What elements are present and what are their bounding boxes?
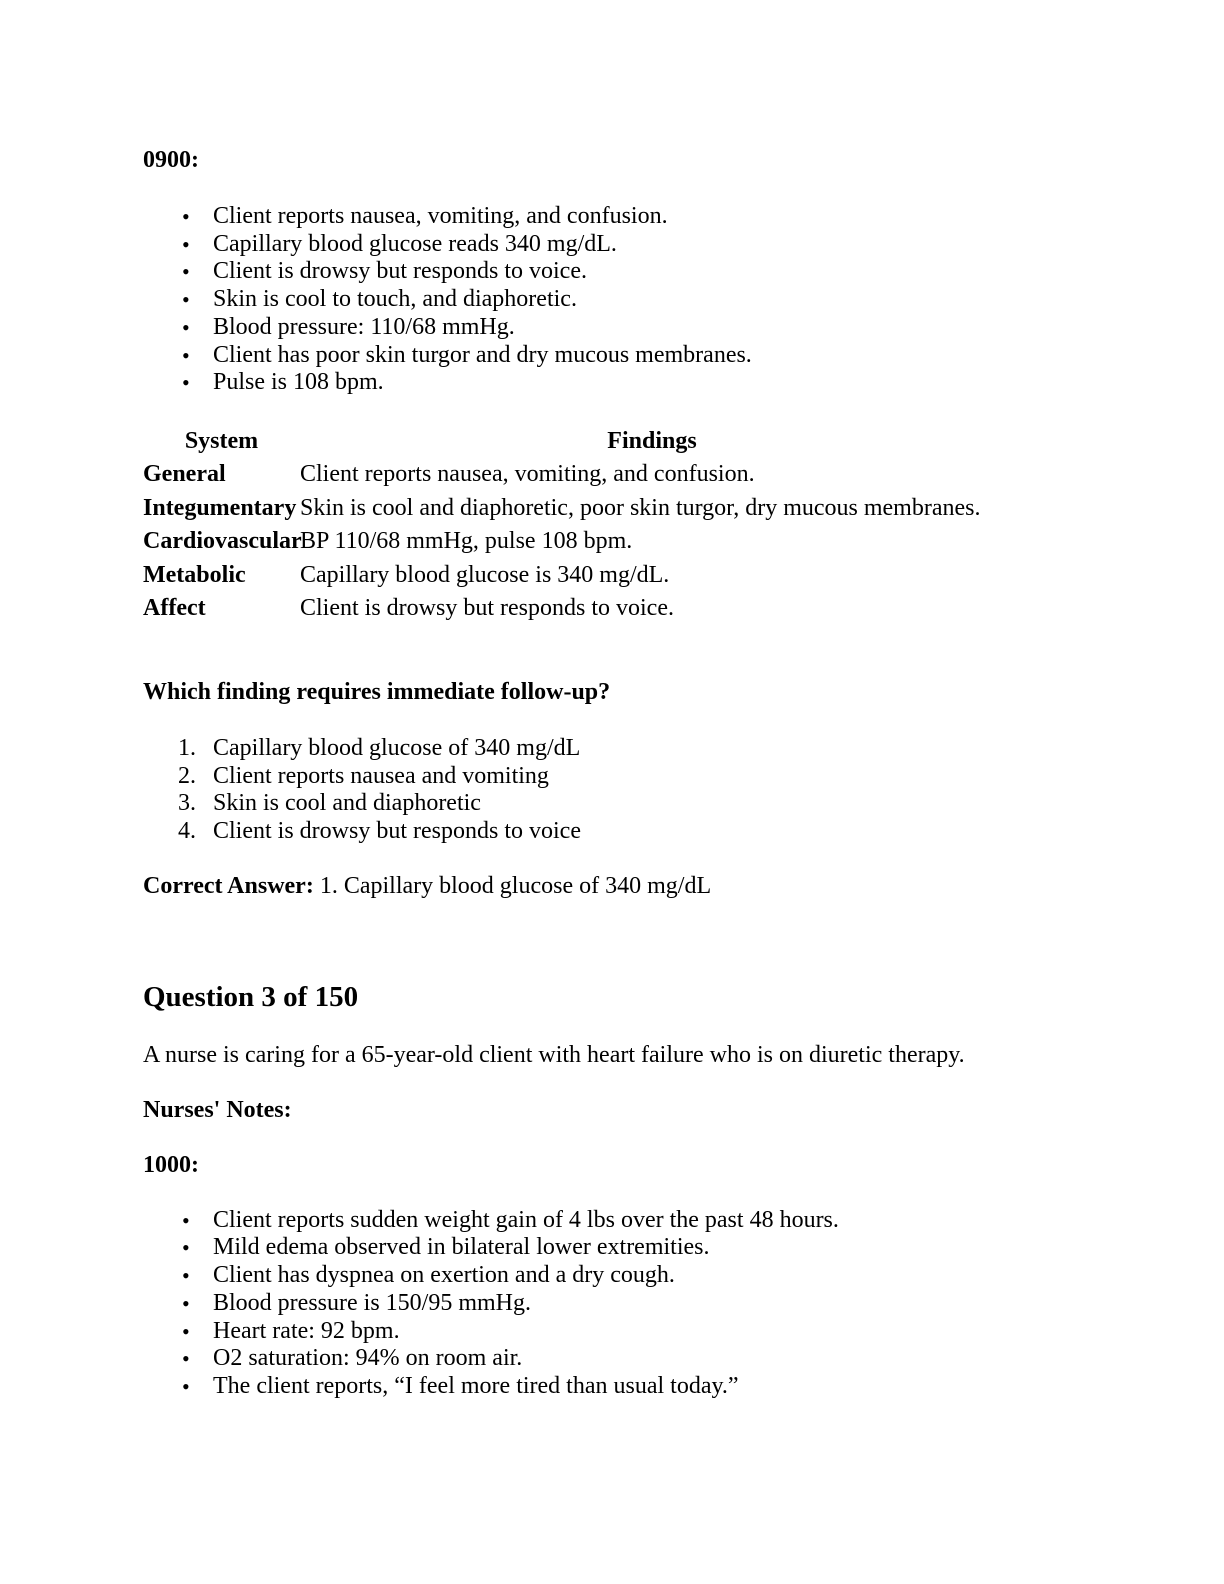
nurses-notes-1000-list: [143, 1207, 1134, 1401]
note-bullet-item: • O2 saturation: 94% on room air.: [213, 1345, 1134, 1373]
table-row: [143, 559, 1004, 593]
note-bullet-item: • Client has dyspnea on exertion and a dry cough.: [213, 1262, 1134, 1290]
nurses-notes-label: Nurses' Notes:: [143, 1096, 292, 1123]
system-cell: Metabolic: [143, 561, 246, 588]
note-bullet-item: • Capillary blood glucose reads 340 mg/dL.: [213, 231, 1134, 259]
note-bullet-item: • Pulse is 108 bpm.: [213, 369, 1134, 397]
note-bullet-item: • Mild edema observed in bilateral lower extremities.: [213, 1234, 1134, 1262]
note-bullet-item: • Client reports sudden weight gain of 4 lbs over the past 48 hours.: [213, 1207, 1134, 1235]
table-row: [143, 592, 1004, 626]
table-header-row: [143, 425, 1004, 459]
findings-cell: BP 110/68 mmHg, pulse 108 bpm.: [300, 528, 633, 555]
findings-cell: Skin is cool and diaphoretic, poor skin turgor, dry mucous membranes.: [300, 494, 981, 521]
findings-cell: Client is drowsy but responds to voice.: [300, 595, 674, 622]
question-3-scenario: A nurse is caring for a 65-year-old client with heart failure who is on diuretic therapy.: [143, 1041, 965, 1068]
note-bullet-item: • Blood pressure is 150/95 mmHg.: [213, 1290, 1134, 1318]
question-3-heading: Question 3 of 150: [143, 980, 359, 1013]
note-bullet-item: • The client reports, “I feel more tired than usual today.”: [213, 1373, 1134, 1401]
answer-options-list: [143, 735, 1134, 846]
answer-option-item: Client reports nausea and vomiting: [213, 762, 549, 789]
system-cell: Affect: [143, 595, 206, 622]
table-row: [143, 492, 1004, 526]
note-bullet-item: • Skin is cool to touch, and diaphoretic.: [213, 286, 1134, 314]
nurses-notes-0900-list: [143, 203, 1134, 397]
findings-column-header: Findings: [607, 427, 697, 454]
findings-cell: Client reports nausea, vomiting, and confusion.: [300, 461, 755, 488]
note-bullet-item: • Client has poor skin turgor and dry mucous membranes.: [213, 342, 1134, 370]
note-bullet-item: • Blood pressure: 110/68 mmHg.: [213, 314, 1134, 342]
correct-answer-line: [143, 872, 1134, 900]
system-findings-table: [143, 425, 1004, 626]
answer-option-item: Capillary blood glucose of 340 mg/dL: [213, 734, 581, 761]
time-heading-0900: 0900:: [143, 147, 199, 173]
system-cell: Integumentary: [143, 494, 297, 521]
table-row: [143, 525, 1004, 559]
correct-answer-text: 1. Capillary blood glucose of 340 mg/dL: [313, 872, 712, 899]
table-row: [143, 458, 1004, 492]
findings-cell: Capillary blood glucose is 340 mg/dL.: [300, 561, 670, 588]
system-cell: General: [143, 461, 226, 488]
note-bullet-item: • Client reports nausea, vomiting, and confusion.: [213, 203, 1134, 231]
note-bullet-item: • Heart rate: 92 bpm.: [213, 1318, 1134, 1346]
time-heading-1000: 1000:: [143, 1151, 199, 1178]
answer-option-item: Skin is cool and diaphoretic: [213, 790, 481, 817]
system-column-header: System: [184, 427, 259, 454]
correct-answer-label: Correct Answer:: [143, 872, 314, 899]
note-bullet-item: • Client is drowsy but responds to voice.: [213, 258, 1134, 286]
question-prompt: Which finding requires immediate follow-up?: [143, 678, 611, 705]
system-cell: Cardiovascular: [143, 528, 302, 555]
answer-option-item: Client is drowsy but responds to voice: [213, 818, 581, 845]
